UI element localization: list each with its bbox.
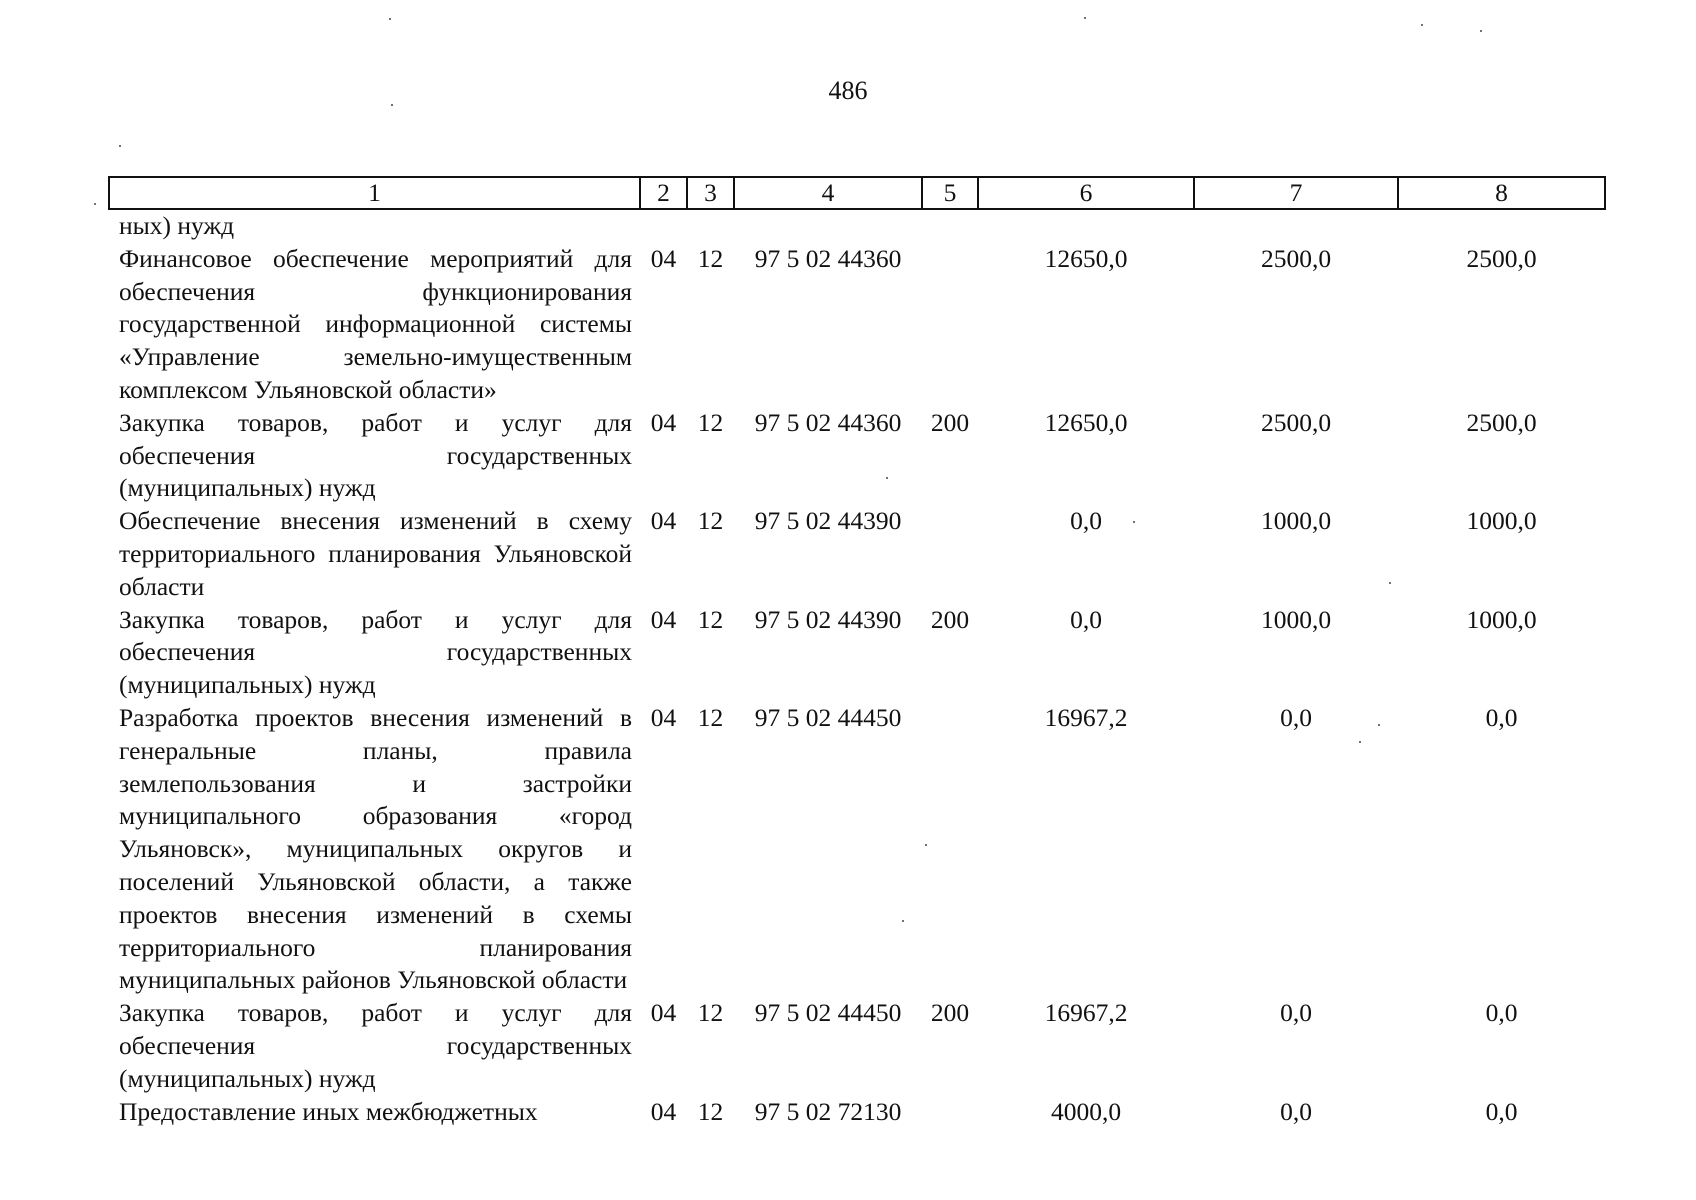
row-amount-7: 2500,0 xyxy=(1260,407,1332,437)
row-subsection: 12 xyxy=(697,702,724,732)
header-col-4: 4 xyxy=(734,177,922,209)
scan-speck xyxy=(391,104,393,106)
row-name: Закупка товаров, работ и услуг для обеспечения государственных (муниципальных) нужд xyxy=(119,604,632,700)
header-col-2: 2 xyxy=(640,177,687,209)
row-amount-8: 0,0 xyxy=(1485,1096,1518,1126)
scan-speck xyxy=(1084,17,1086,19)
scan-speck xyxy=(1389,582,1391,584)
row-name: Закупка товаров, работ и услуг для обеспечения государственных (муниципальных) нужд xyxy=(119,998,632,1093)
row-amount-7: 1000,0 xyxy=(1260,506,1332,536)
table-row xyxy=(109,243,1605,407)
row-amount-6: 4000,0 xyxy=(1050,1096,1122,1126)
row-amount-8: 1000,0 xyxy=(1466,604,1537,634)
header-col-8: 8 xyxy=(1398,177,1605,209)
scan-speck xyxy=(1378,724,1380,726)
table-row xyxy=(109,407,1605,505)
row-subsection: 12 xyxy=(697,604,724,634)
row-amount-8: 0,0 xyxy=(1485,998,1518,1028)
row-section xyxy=(640,209,687,243)
row-subsection xyxy=(687,209,734,243)
row-expense-type: 200 xyxy=(930,998,970,1028)
row-subsection: 12 xyxy=(697,998,724,1028)
header-col-3: 3 xyxy=(687,177,734,209)
row-expense-type: 200 xyxy=(930,407,970,437)
row-amount-7: 2500,0 xyxy=(1260,243,1332,273)
row-amount-8: 1000,0 xyxy=(1466,506,1537,536)
row-section: 04 xyxy=(650,604,677,634)
table-row xyxy=(109,505,1605,603)
row-section: 04 xyxy=(650,1096,677,1126)
row-subsection: 12 xyxy=(697,243,724,273)
row-amount-8 xyxy=(1398,209,1605,243)
row-section: 04 xyxy=(650,702,677,732)
row-subsection: 12 xyxy=(697,407,724,437)
row-amount-6: 16967,2 xyxy=(1044,998,1128,1028)
row-amount-6 xyxy=(978,209,1194,243)
scan-speck xyxy=(389,18,391,20)
row-name: ных) нужд xyxy=(119,211,235,240)
scan-speck xyxy=(886,477,888,479)
row-target-code xyxy=(734,209,922,243)
row-amount-7: 0,0 xyxy=(1280,1096,1312,1126)
row-name: Закупка товаров, работ и услуг для обеспечения государственных (муниципальных) нужд xyxy=(119,407,632,503)
row-target-code: 97 5 02 44390 xyxy=(754,506,902,536)
row-amount-6: 0,0 xyxy=(1070,604,1102,634)
row-section: 04 xyxy=(650,998,677,1028)
table-row xyxy=(109,604,1605,702)
row-section: 04 xyxy=(650,407,677,437)
row-name: Предоставление иных межбюджетных xyxy=(119,1096,538,1126)
table-header xyxy=(109,177,1605,209)
row-expense-type xyxy=(922,243,978,407)
header-col-7: 7 xyxy=(1194,177,1398,209)
row-expense-type xyxy=(922,209,978,243)
scan-speck xyxy=(94,203,96,205)
row-amount-8: 0,0 xyxy=(1485,702,1518,732)
row-section: 04 xyxy=(650,243,677,273)
row-amount-7 xyxy=(1194,209,1398,243)
row-expense-type xyxy=(922,505,978,603)
row-amount-6: 12650,0 xyxy=(1044,243,1128,273)
row-target-code: 97 5 02 72130 xyxy=(754,1096,902,1126)
row-target-code: 97 5 02 44450 xyxy=(754,702,902,732)
header-row xyxy=(109,177,1605,209)
row-target-code: 97 5 02 44360 xyxy=(754,407,902,437)
row-expense-type xyxy=(922,702,978,997)
header-col-6: 6 xyxy=(978,177,1194,209)
page-number: 486 xyxy=(828,76,868,105)
row-subsection: 12 xyxy=(697,1096,724,1126)
header-col-1: 1 xyxy=(109,177,640,209)
table-row xyxy=(109,702,1605,997)
row-target-code: 97 5 02 44360 xyxy=(754,243,902,273)
row-amount-7: 1000,0 xyxy=(1260,604,1332,634)
row-amount-6: 16967,2 xyxy=(1044,702,1128,732)
budget-table xyxy=(108,176,1606,1128)
scan-speck xyxy=(902,920,904,922)
row-amount-8: 2500,0 xyxy=(1466,407,1537,437)
row-name: Разработка проектов внесения изменений в генеральные планы, правила землепользования и застройки муниципального образования «город Ульяновск», муниципальных округов и поселений Ульяновской области, а также проектов внесения изменений в схемы территориального планирования муниципальных районов Ульяновской области xyxy=(119,702,632,995)
row-target-code: 97 5 02 44390 xyxy=(754,604,902,634)
scan-speck xyxy=(1480,30,1482,32)
row-subsection: 12 xyxy=(697,506,724,536)
row-name: Финансовое обеспечение мероприятий для обеспечения функционирования государственной информационной системы «Управление земельно-имущественным комплексом Ульяновской области» xyxy=(119,243,632,404)
scan-speck xyxy=(1359,741,1361,743)
scan-speck xyxy=(1421,24,1423,26)
table-row xyxy=(109,1096,1605,1129)
row-name: Обеспечение внесения изменений в схему территориального планирования Ульяновской области xyxy=(119,506,632,601)
row-expense-type: 200 xyxy=(930,604,970,634)
row-amount-6: 12650,0 xyxy=(1044,407,1128,437)
row-amount-7: 0,0 xyxy=(1280,702,1312,732)
row-amount-6: 0,0 xyxy=(1070,506,1102,536)
table-row xyxy=(109,997,1605,1095)
row-expense-type xyxy=(922,1096,978,1129)
scan-speck xyxy=(925,844,927,846)
row-amount-7: 0,0 xyxy=(1280,998,1312,1028)
table-row xyxy=(109,209,1605,243)
scan-speck xyxy=(1133,521,1135,523)
scan-speck xyxy=(119,145,121,147)
row-amount-8: 2500,0 xyxy=(1466,243,1537,273)
row-target-code: 97 5 02 44450 xyxy=(754,998,902,1028)
table-body xyxy=(109,209,1605,1128)
row-section: 04 xyxy=(650,506,677,536)
header-col-5: 5 xyxy=(922,177,978,209)
